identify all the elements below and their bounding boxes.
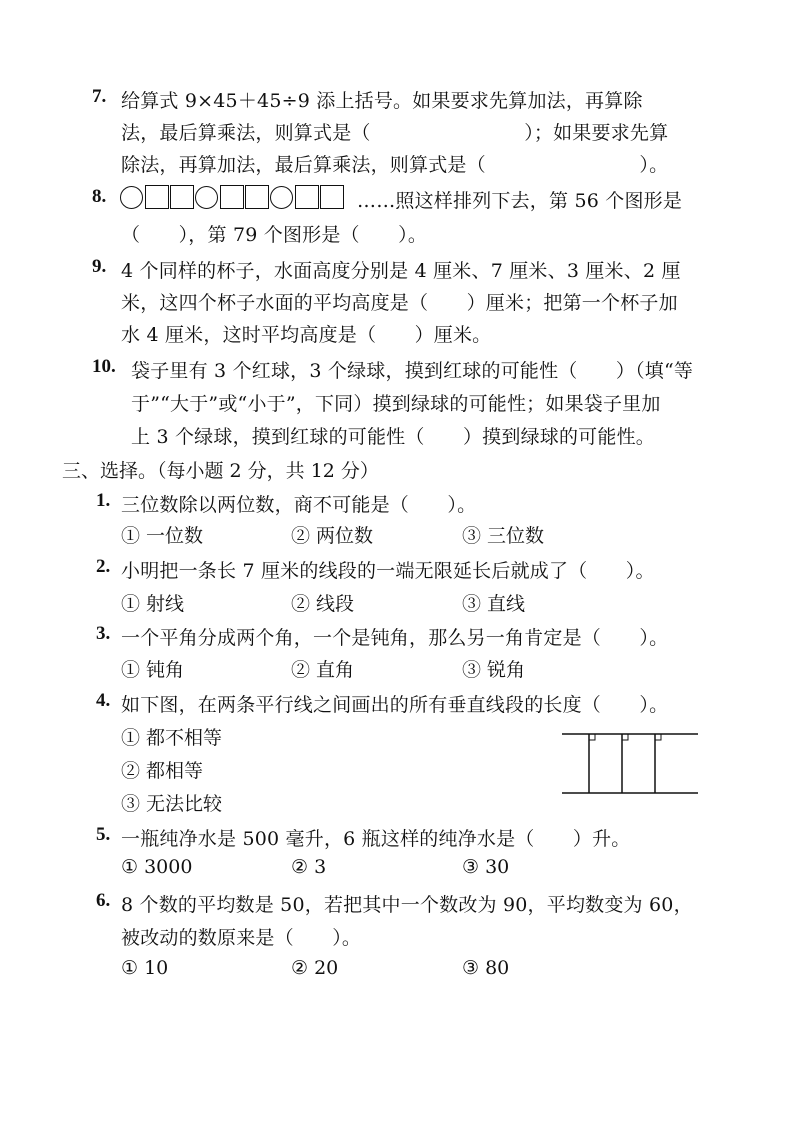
c2-number: 2. (96, 556, 111, 577)
q7-line-2: 法，最后算乘法，则算式是（ ）；如果要求先算 (121, 122, 669, 144)
q7-number: 7. (92, 86, 107, 107)
q9-line-2: 米，这四个杯子水面的平均高度是（ ）厘米；把第一个杯子加 (121, 292, 678, 314)
q8-line-1: ……照这样排列下去，第 56 个图形是 (357, 190, 683, 212)
circle-shape (195, 186, 218, 209)
q10-line-1: 袋子里有 3 个红球，3 个绿球，摸到红球的可能性（ ）（填“等 (131, 360, 694, 382)
c2-option-3: ③ 直线 (462, 593, 526, 615)
c4-text: 如下图，在两条平行线之间画出的所有垂直线段的长度（ ）。 (121, 694, 669, 716)
square-shape (220, 185, 244, 209)
q8-line-2: （ ），第 79 个图形是（ ）。 (121, 224, 428, 246)
q7-line-3: 除法，再算加法，最后算乘法，则算式是（ ）。 (121, 154, 669, 176)
c3-text: 一个平角分成两个角，一个是钝角，那么另一角肯定是（ ）。 (121, 627, 669, 649)
c6-line-1: 8 个数的平均数是 50，若把其中一个数改为 90，平均数变为 60， (121, 894, 693, 916)
q10-line-3: 上 3 个绿球，摸到红球的可能性（ ）摸到绿球的可能性。 (131, 426, 655, 448)
q10-line-2: 于”“大于”或“小于”，下同）摸到绿球的可能性；如果袋子里加 (131, 393, 661, 415)
c1-number: 1. (96, 490, 111, 511)
c1-option-3: ③ 三位数 (462, 525, 545, 547)
c2-text: 小明把一条长 7 厘米的线段的一端无限延长后就成了（ ）。 (121, 560, 655, 582)
c5-number: 5. (96, 824, 111, 845)
c4-number: 4. (96, 690, 111, 711)
right-angle-mark (655, 734, 661, 740)
c6-option-2: ② 20 (291, 957, 339, 979)
q9-line-1: 4 个同样的杯子，水面高度分别是 4 厘米、7 厘米、3 厘米、2 厘 (121, 260, 681, 282)
c1-text: 三位数除以两位数，商不可能是（ ）。 (121, 494, 477, 516)
c3-number: 3. (96, 623, 111, 644)
c4-option-1: ① 都不相等 (121, 727, 223, 749)
c6-line-2: 被改动的数原来是（ ）。 (121, 927, 362, 949)
section-3-title: 三、选择。（每小题 2 分，共 12 分） (62, 460, 379, 482)
square-shape (145, 185, 169, 209)
q8-number: 8. (92, 186, 107, 207)
c6-number: 6. (96, 890, 111, 911)
c6-option-1: ① 10 (121, 957, 169, 979)
q10-number: 10. (92, 356, 116, 377)
c5-option-1: ① 3000 (121, 856, 193, 878)
c2-option-1: ① 射线 (121, 593, 185, 615)
c3-option-2: ② 直角 (291, 659, 355, 681)
circle-shape (120, 186, 143, 209)
square-shape (295, 185, 319, 209)
c3-option-1: ① 钝角 (121, 659, 185, 681)
c6-option-3: ③ 80 (462, 957, 510, 979)
q9-line-3: 水 4 厘米，这时平均高度是（ ）厘米。 (121, 324, 492, 346)
shape-sequence (120, 183, 345, 211)
parallel-lines-figure (560, 727, 700, 799)
q7-line-1: 给算式 9×45＋45÷9 添上括号。如果要求先算加法，再算除 (121, 90, 643, 112)
square-shape (320, 185, 344, 209)
square-shape (170, 185, 194, 209)
c5-option-2: ② 3 (291, 856, 327, 878)
c3-option-3: ③ 锐角 (462, 659, 526, 681)
square-shape (245, 185, 269, 209)
right-angle-mark (622, 734, 628, 740)
circle-shape (270, 186, 293, 209)
right-angle-mark (589, 734, 595, 740)
c1-option-2: ② 两位数 (291, 525, 374, 547)
c4-option-3: ③ 无法比较 (121, 793, 223, 815)
c4-option-2: ② 都相等 (121, 760, 204, 782)
c1-option-1: ① 一位数 (121, 525, 204, 547)
c5-text: 一瓶纯净水是 500 毫升，6 瓶这样的纯净水是（ ）升。 (121, 828, 631, 850)
q9-number: 9. (92, 256, 107, 277)
c5-option-3: ③ 30 (462, 856, 510, 878)
c2-option-2: ② 线段 (291, 593, 355, 615)
